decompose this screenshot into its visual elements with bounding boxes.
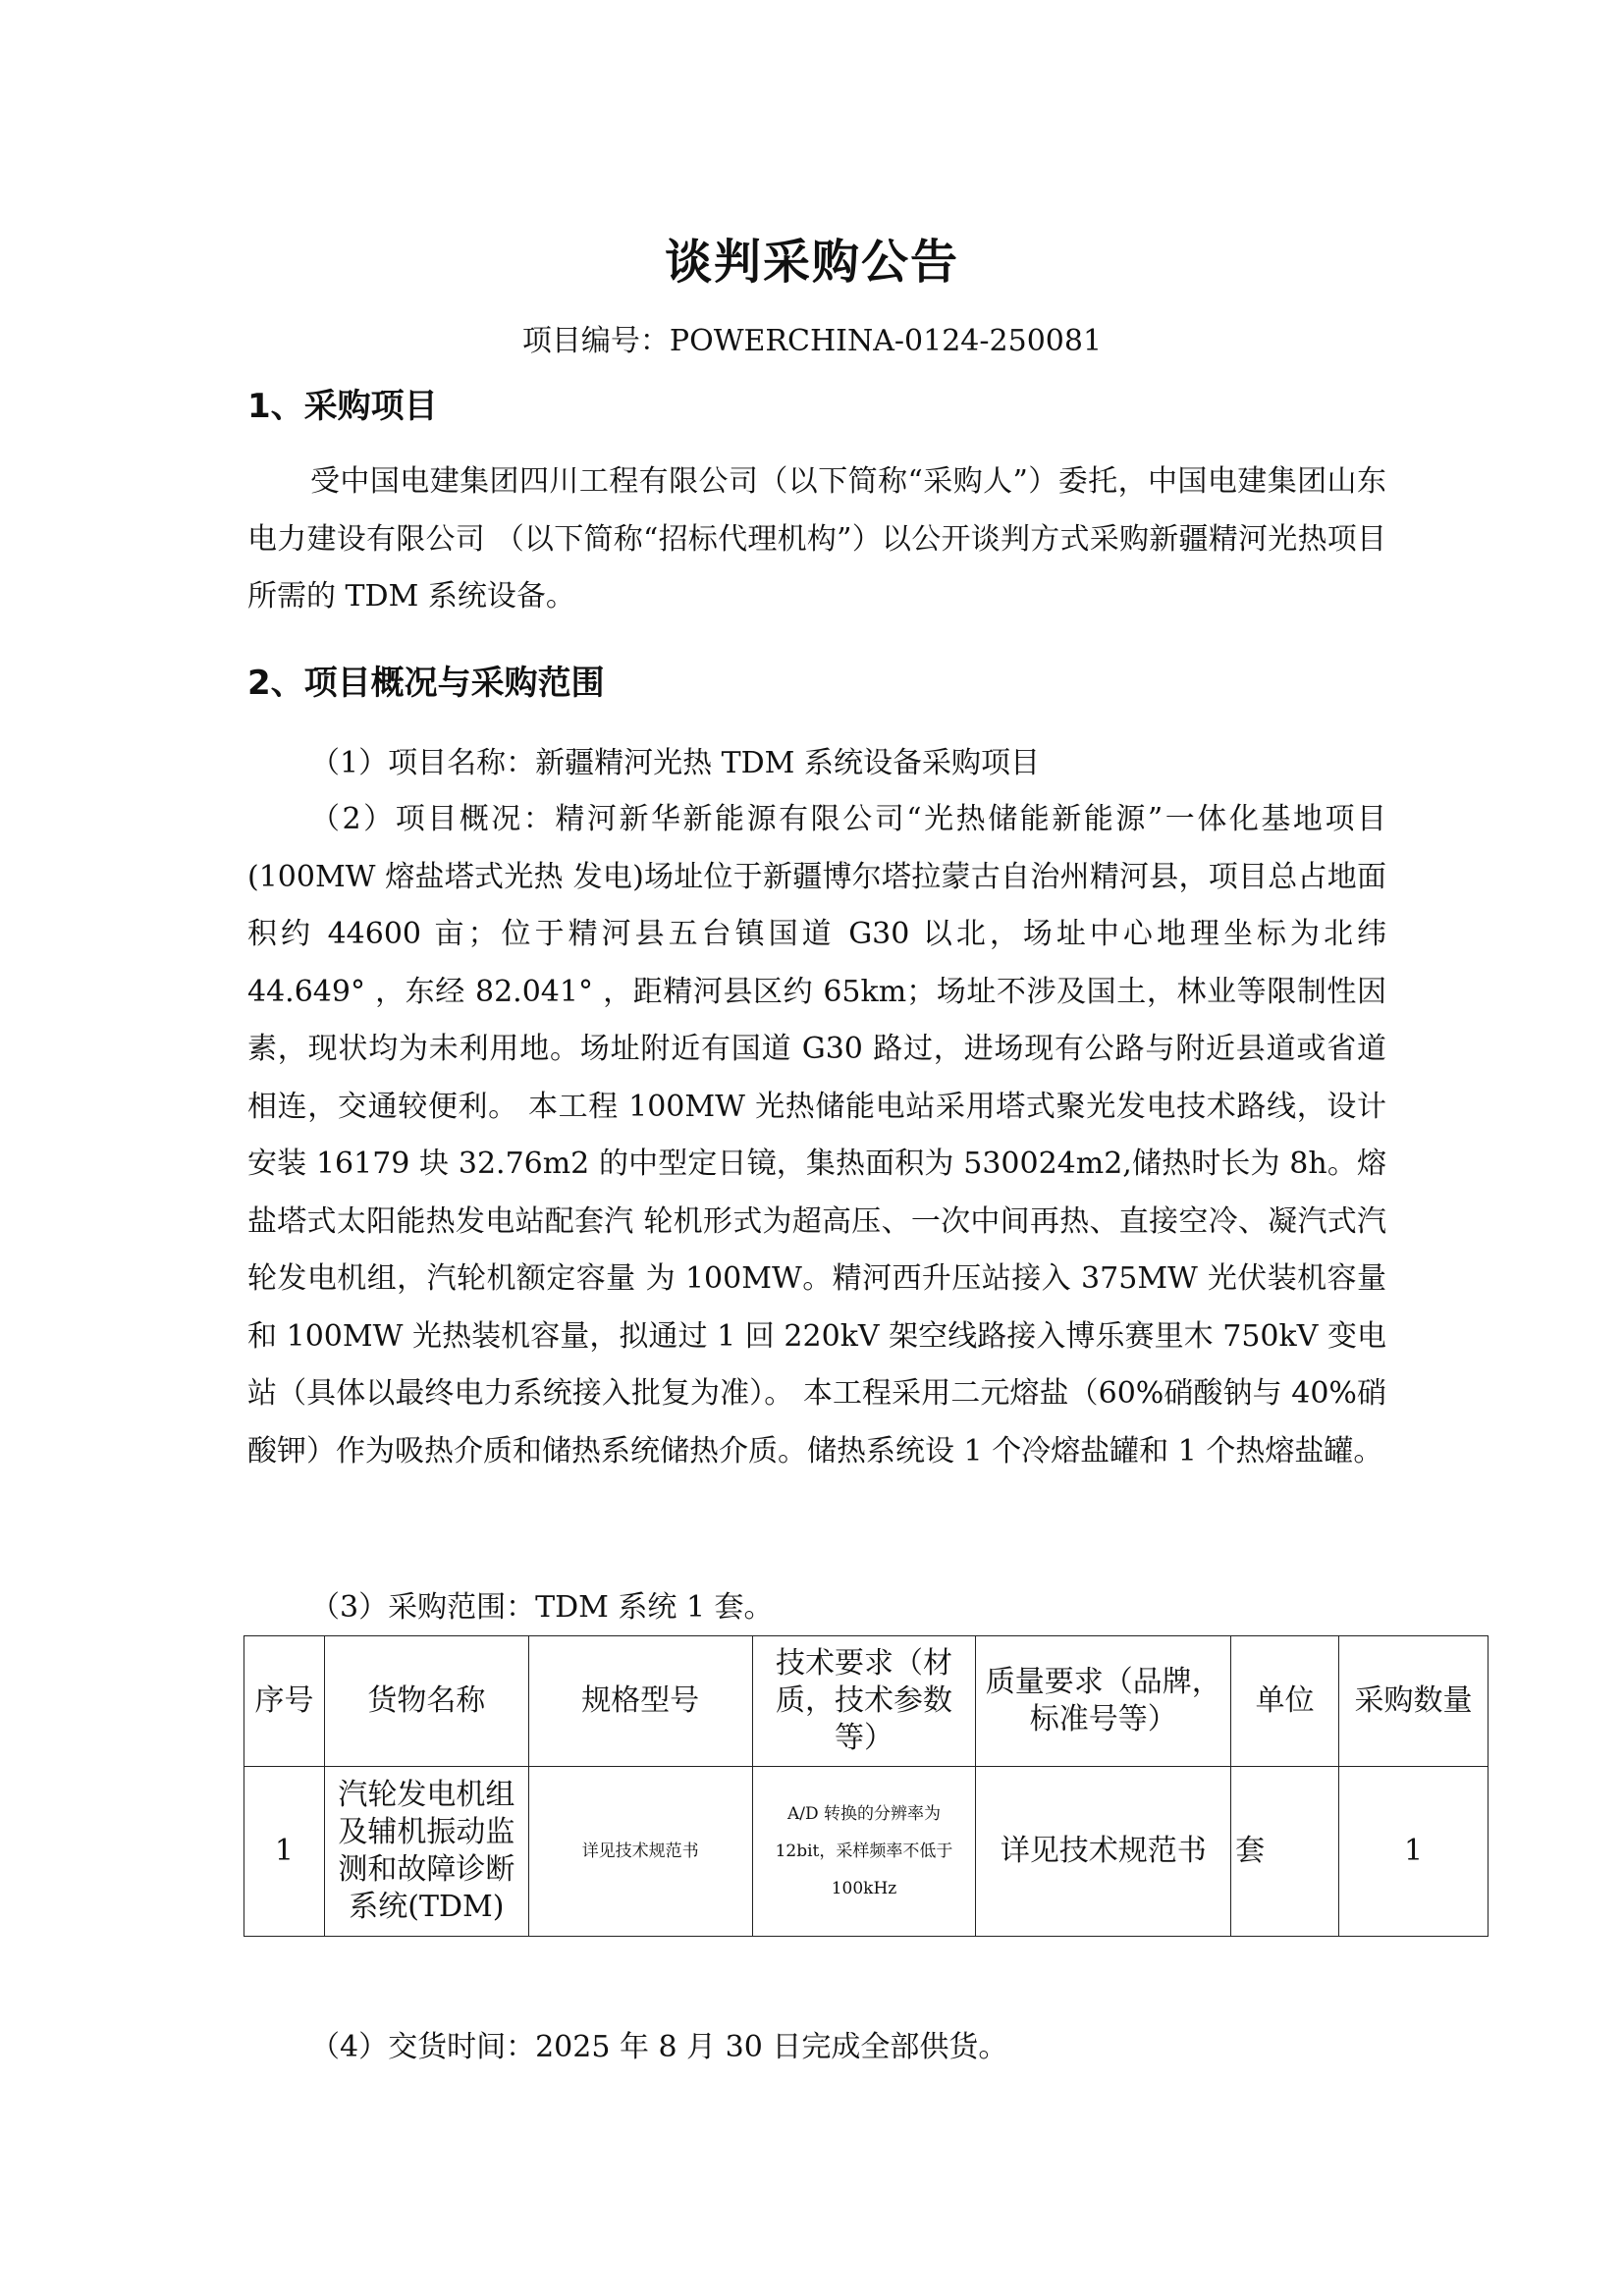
- table-header-row: [244, 1636, 1489, 1767]
- item-delivery-time: （4）交货时间：2025 年 8 月 30 日完成全部供货。: [310, 2030, 1008, 2064]
- header-cell: 规格型号: [528, 1636, 752, 1767]
- item-procurement-scope: （3）采购范围：TDM 系统 1 套。: [310, 1590, 774, 1625]
- cell-no: 1: [244, 1767, 325, 1937]
- cell-tech: A/D 转换的分辨率为 12bit，采样频率不低于 100kHz: [752, 1767, 976, 1937]
- header-cell: 采购数量: [1339, 1636, 1489, 1767]
- cell-unit: 套: [1231, 1767, 1339, 1937]
- item-project-overview: （2）项目概况：精河新华新能源有限公司“光热储能新能源”一体化基地项目(100MW 熔盐塔式光热 发电)场址位于新疆博尔塔拉蒙古自治州精河县，项目总占地面积约 44600 亩；位于精河县五台镇国道 G30 以北，场址中心地理坐标为北纬 44.649° ，东经 82.041° ，距精河县区约 65km；场址不涉及国土，林业等限制性因素，现状均为未利用地。场址附近有国道 G30 路过，进场现有公路与附近县道或省道相连，交通较便利。 本工程 100MW 光热储能电站采用塔式聚光发电技术路线，设计安装 16179 块 32.76m2 的中型定日镜，集热面积为 530024m2,储热时长为 8h。熔盐塔式太阳能热发电站配套汽 轮机形式为超高压、一次中间再热、直接空冷、凝汽式汽轮发电机组，汽轮机额定容量 为 100MW。精河西升压站接入 375MW 光伏装机容量和 100MW 光热装机容量，拟通过 1 回 220kV 架空线路接入博乐赛里木 750kV 变电站（具体以最终电力系统接入批复为准）。 本工程采用二元熔盐（60%硝酸钠与 40%硝酸钾）作为吸热介质和储热系统储热介质。储热系统设 1 个冷熔盐罐和 1 个热熔盐罐。: [247, 802, 1386, 1468]
- header-cell: 货物名称: [324, 1636, 528, 1767]
- cell-name: 汽轮发电机组及辅机振动监测和故障诊断系统(TDM): [324, 1767, 528, 1937]
- cell-spec: 详见技术规范书: [528, 1767, 752, 1937]
- cell-qty: 1: [1339, 1767, 1489, 1937]
- section-1-body: 受中国电建集团四川工程有限公司（以下简称“采购人”）委托，中国电建集团山东电力建设有限公司 （以下简称“招标代理机构”）以公开谈判方式采购新疆精河光热项目所需的 TDM 系统设备。: [247, 464, 1386, 614]
- header-cell: 质量要求（品牌，标准号等）: [976, 1636, 1231, 1767]
- table-row: [244, 1767, 1489, 1937]
- item-project-name: （1）项目名称：新疆精河光热 TDM 系统设备采购项目: [310, 746, 1040, 780]
- header-cell: 技术要求（材质，技术参数等）: [752, 1636, 976, 1767]
- project-number: 项目编号：POWERCHINA-0124-250081: [521, 324, 1103, 358]
- page-title: 谈判采购公告: [664, 235, 959, 290]
- header-cell: 单位: [1231, 1636, 1339, 1767]
- header-cell: 序号: [244, 1636, 325, 1767]
- goods-table: [244, 1635, 1489, 1937]
- section-2-heading: 2、项目概况与采购范围: [247, 664, 605, 703]
- cell-quality: 详见技术规范书: [976, 1767, 1231, 1937]
- section-1-heading: 1、采购项目: [247, 387, 438, 426]
